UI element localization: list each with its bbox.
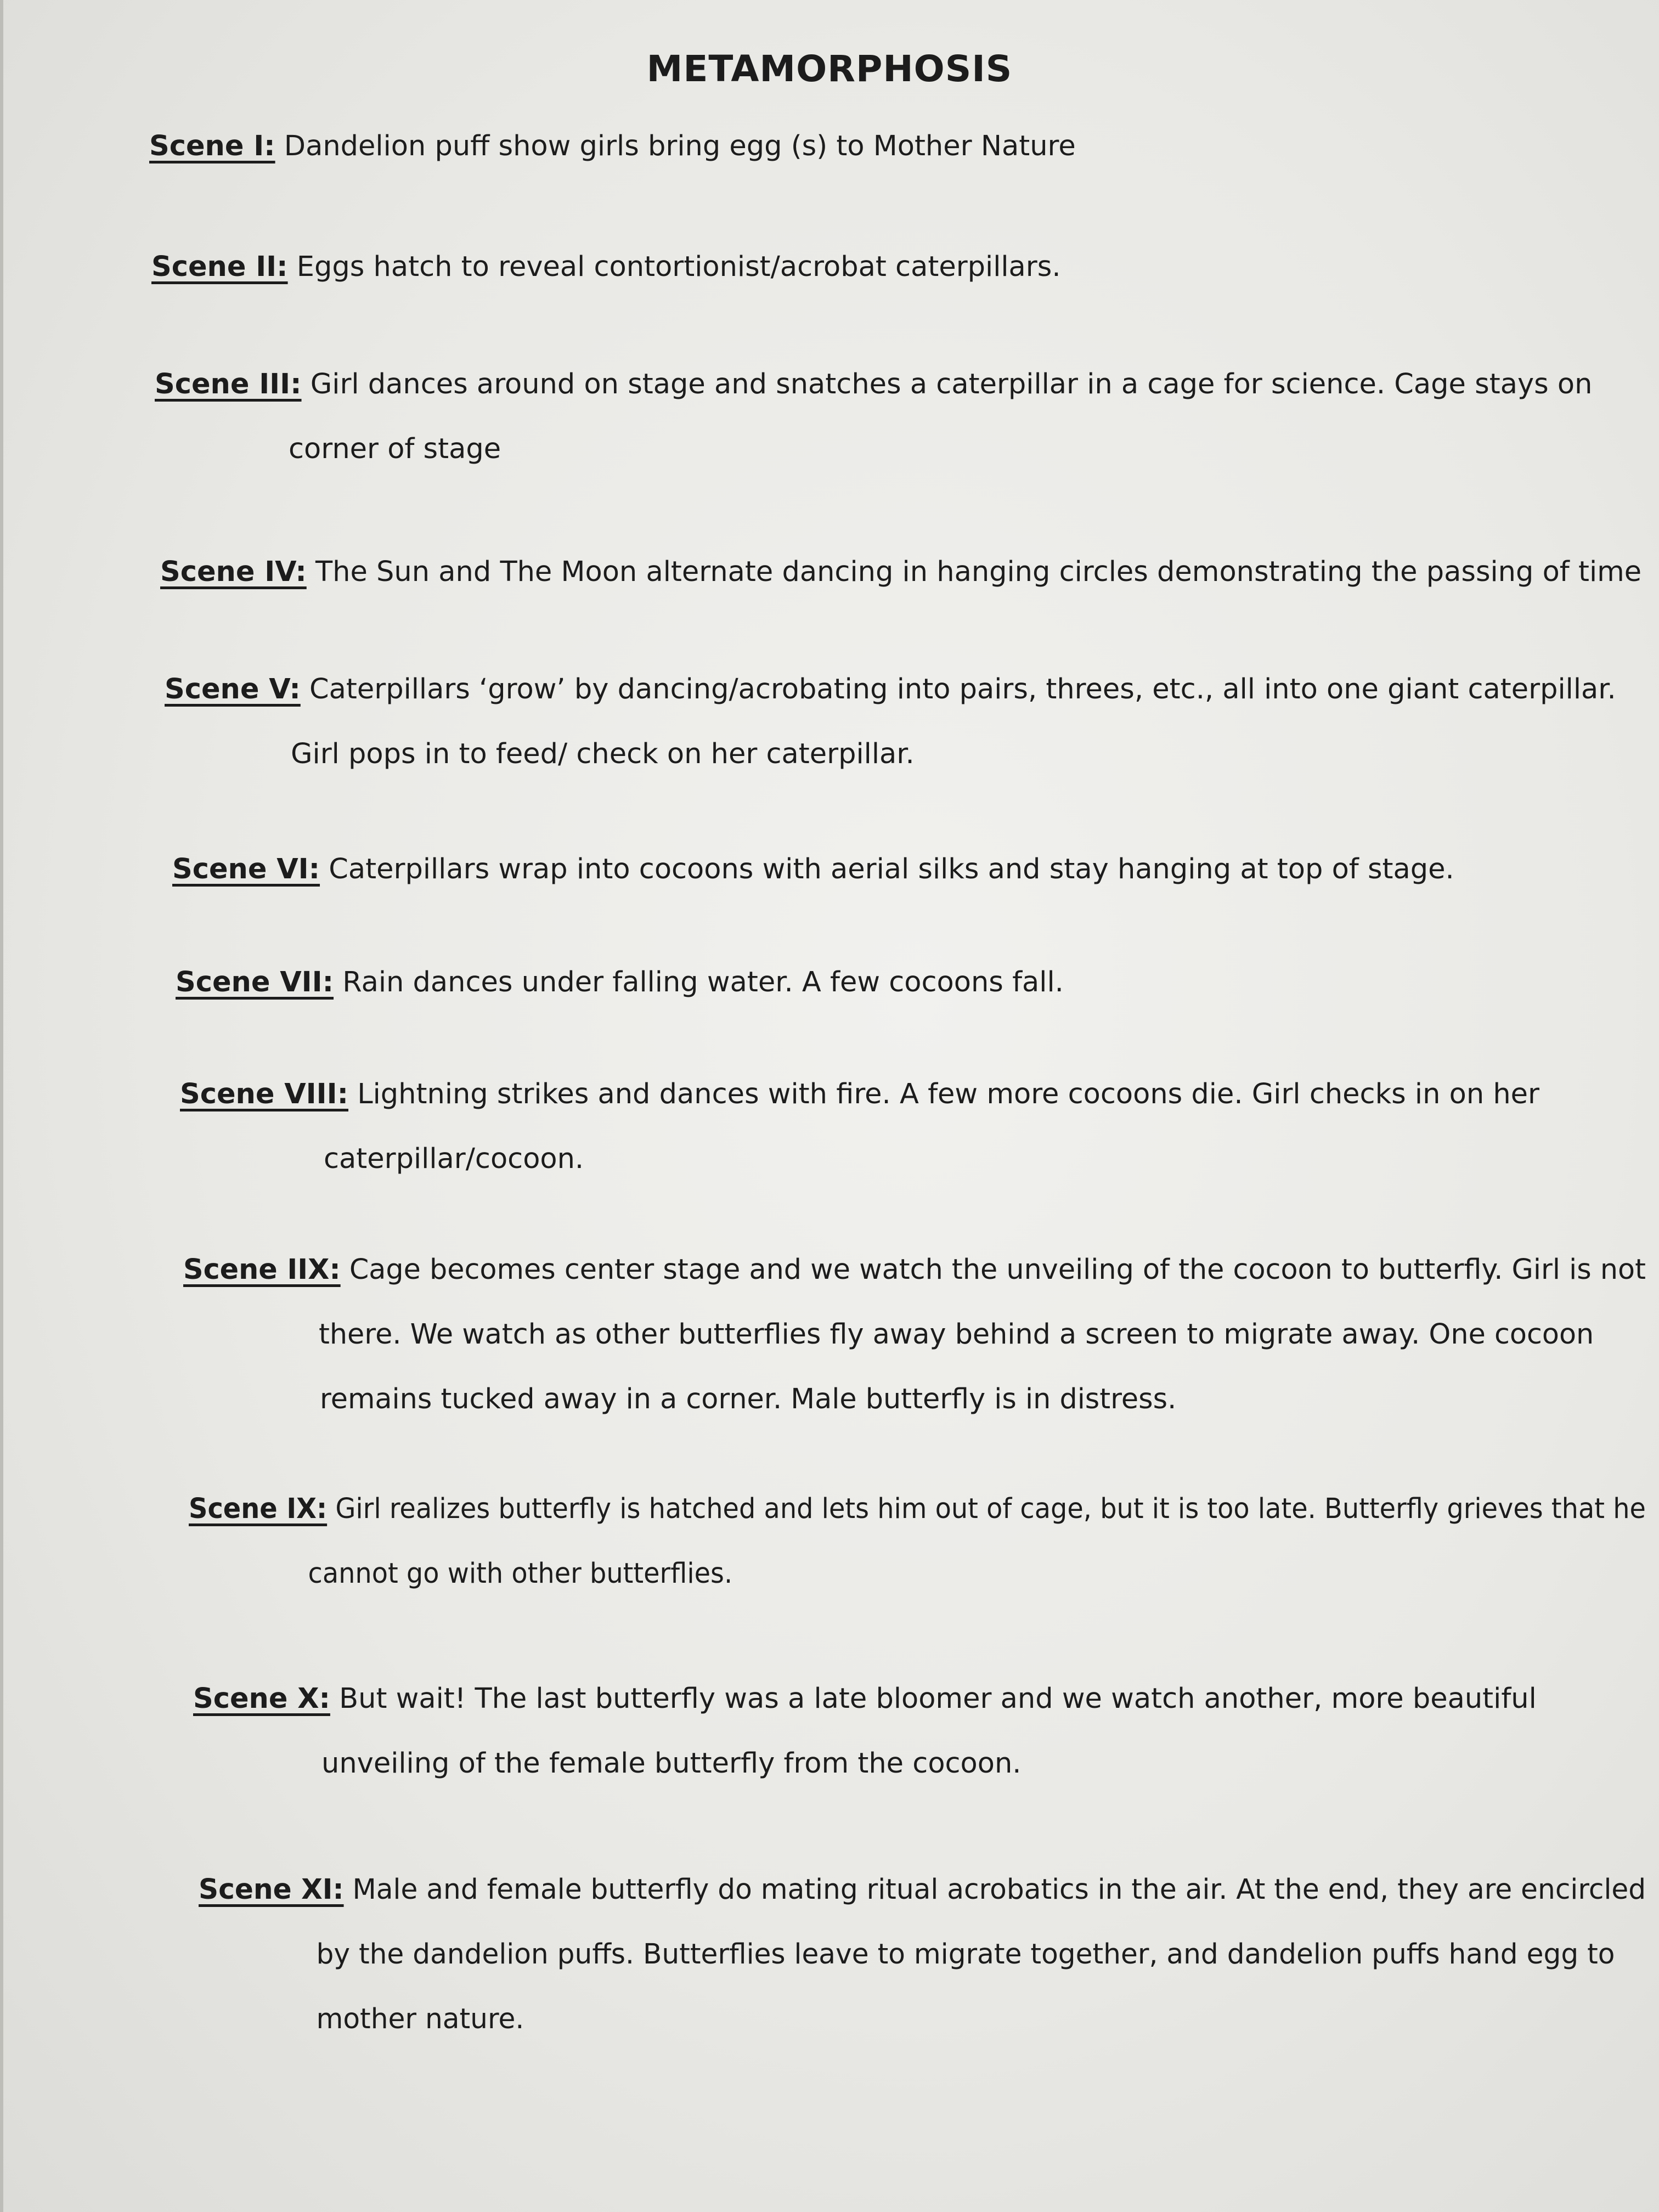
scene-3-text-1: Girl dances around on stage and snatches a caterpillar in a cage for science. Cage stays on: [310, 368, 1593, 400]
scene-iix: [183, 1238, 1646, 1432]
scene-10-line-1: [193, 1667, 1537, 1731]
scene-3-line-1: [155, 352, 1592, 417]
scene-11-line-1: [199, 1858, 1646, 1922]
scene-7: [176, 950, 1064, 1015]
scene-4: [160, 540, 1641, 605]
scene-4-line-1: [160, 540, 1641, 605]
scene-iix-text-2: there. We watch as other butterflies fly away behind a screen to migrate away. One cocoon: [318, 1318, 1594, 1351]
scene-3-label: Scene III:: [155, 368, 302, 400]
scene-7-label: Scene VII:: [176, 966, 334, 998]
scene-1: [149, 114, 1076, 179]
scene-11-text-2: by the dandelion puffs. Butterflies leave to migrate together, and dandelion puffs hand egg to: [316, 1938, 1615, 1971]
scene-iix-line-1: [183, 1238, 1646, 1302]
scene-1-line-1: [149, 114, 1076, 179]
scene-1-text-1: Dandelion puff show girls bring egg (s) to Mother Nature: [284, 130, 1076, 162]
scene-3-text-2: corner of stage: [289, 433, 501, 465]
scene-6: [172, 837, 1454, 902]
scene-iix-text-3: remains tucked away in a corner. Male butterfly is in distress.: [319, 1383, 1177, 1415]
scene-7-line-1: [176, 950, 1064, 1015]
scene-iix-text-1: Cage becomes center stage and we watch the unveiling of the cocoon to butterfly. Girl is not: [349, 1254, 1646, 1286]
scene-6-label: Scene VI:: [172, 853, 320, 885]
scene-9: [189, 1477, 1646, 1606]
scene-2-line-1: [151, 235, 1061, 300]
scene-1-label: Scene I:: [149, 130, 275, 162]
scene-8-line-1: [180, 1062, 1539, 1127]
scene-7-text-1: Rain dances under falling water. A few cocoons fall.: [342, 966, 1064, 998]
scene-iix-label: Scene IIX:: [183, 1254, 341, 1286]
scene-5-line-1: [165, 657, 1616, 722]
scene-2: [151, 235, 1061, 300]
scene-2-text-1: Eggs hatch to reveal contortionist/acrobat caterpillars.: [296, 251, 1061, 283]
scene-4-text-1: The Sun and The Moon alternate dancing in hanging circles demonstrating the passing of time: [315, 556, 1642, 588]
scene-9-line-1: [189, 1477, 1646, 1542]
scene-11-label: Scene XI:: [199, 1874, 344, 1906]
scene-5-label: Scene V:: [165, 673, 301, 706]
scene-9-text-1: Girl realizes butterfly is hatched and lets him out of cage, but it is too late. Butterfly grieves that he: [335, 1493, 1646, 1525]
scene-5: [165, 657, 1616, 787]
scene-9-text-2: cannot go with other butterflies.: [308, 1558, 733, 1590]
paper-edge-shadow: [0, 0, 3, 2212]
scene-11: [199, 1858, 1646, 2052]
scene-4-label: Scene IV:: [160, 556, 307, 588]
scene-8-text-2: caterpillar/cocoon.: [324, 1143, 584, 1175]
scene-8: [180, 1062, 1539, 1192]
scene-2-label: Scene II:: [151, 251, 288, 283]
scene-6-line-1: [172, 837, 1454, 902]
scene-8-text-1: Lightning strikes and dances with fire. A few more cocoons die. Girl checks in on her: [357, 1078, 1540, 1110]
scene-10-text-1: But wait! The last butterfly was a late bloomer and we watch another, more beautiful: [339, 1683, 1537, 1715]
scene-9-label: Scene IX:: [189, 1493, 328, 1525]
scene-5-text-2: Girl pops in to feed/ check on her caterpillar.: [291, 738, 915, 770]
scene-8-label: Scene VIII:: [180, 1078, 348, 1110]
scene-5-text-1: Caterpillars ‘grow’ by dancing/acrobating into pairs, threes, etc., all into one giant caterpillar.: [309, 673, 1616, 706]
scene-11-text-3: mother nature.: [316, 2003, 524, 2035]
scene-10-text-2: unveiling of the female butterfly from the cocoon.: [321, 1747, 1022, 1780]
scene-6-text-1: Caterpillars wrap into cocoons with aerial silks and stay hanging at top of stage.: [329, 853, 1454, 885]
scene-11-text-1: Male and female butterfly do mating ritual acrobatics in the air. At the end, they are encircled: [352, 1874, 1646, 1906]
scene-10-label: Scene X:: [193, 1683, 330, 1715]
document-title: METAMORPHOSIS: [646, 48, 1013, 90]
scene-10: [193, 1667, 1537, 1796]
scene-3: [155, 352, 1592, 482]
